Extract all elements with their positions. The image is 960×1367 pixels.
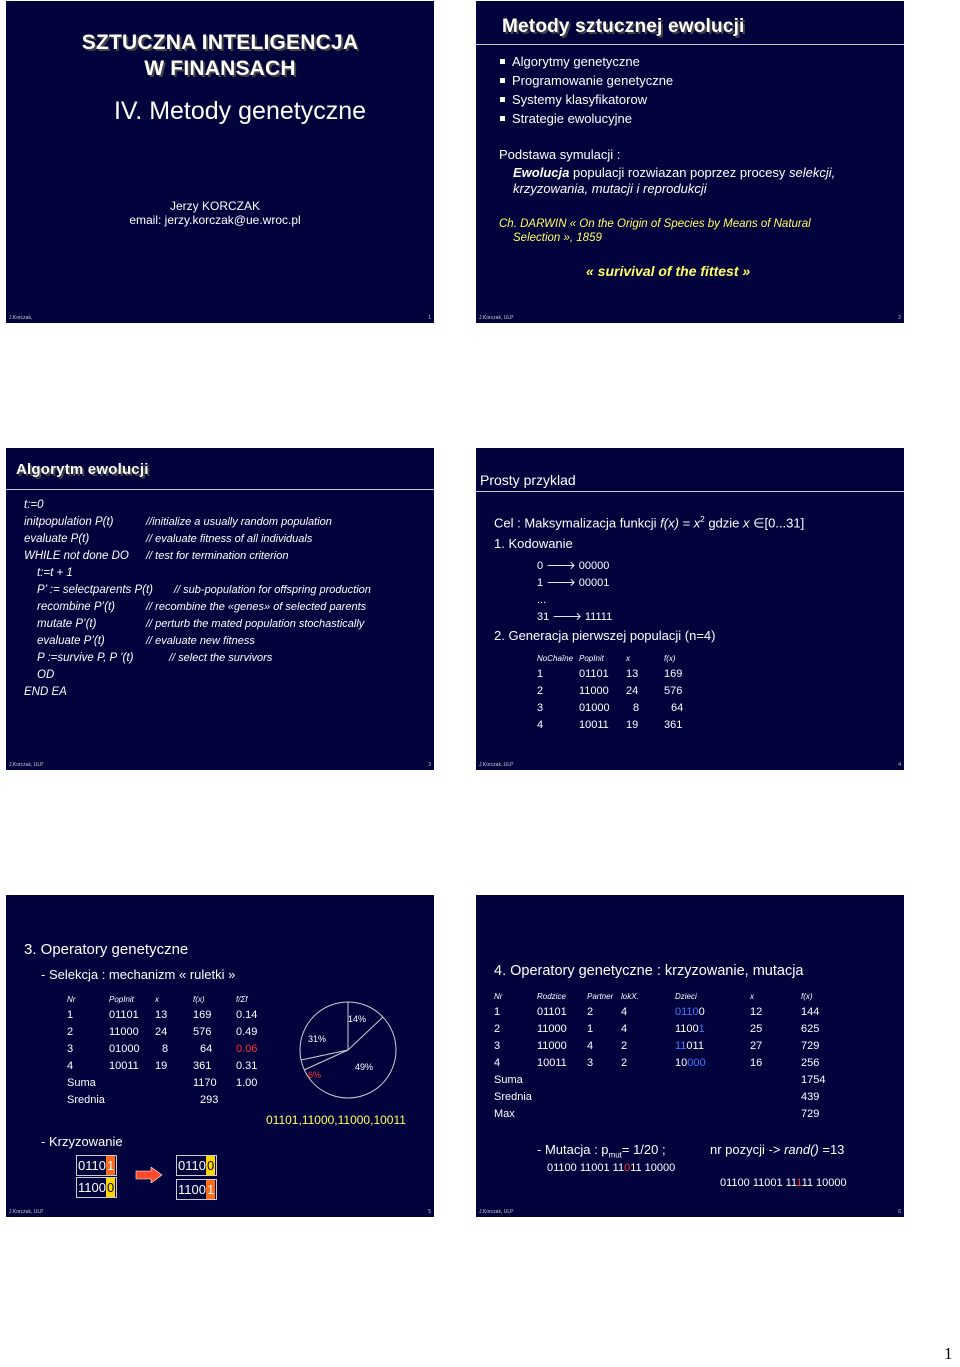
table-cell: 10011	[109, 1059, 139, 1072]
table-cell: 19	[155, 1059, 168, 1072]
mutation-text: - Mutacja : p	[537, 1142, 609, 1157]
position-text: nr pozycji ->	[710, 1142, 785, 1157]
table-cell: 361	[193, 1059, 212, 1072]
code-line	[24, 599, 371, 616]
code-comment: // evaluate new fitness	[146, 635, 255, 647]
pie-divider	[301, 1050, 348, 1060]
evolution-word: Ewolucja	[513, 165, 570, 180]
code-comment: // test for termination criterion	[146, 550, 289, 562]
slide6-mutation-label	[537, 1142, 666, 1160]
table-header-row	[537, 651, 694, 665]
code-comment: // perturb the mated population stochastically	[146, 618, 365, 630]
coding-number: 0	[537, 560, 544, 572]
table-cell: 8	[633, 701, 640, 714]
pie-label: 31%	[308, 1034, 327, 1044]
code-line	[24, 650, 371, 667]
table-cell: 3	[587, 1056, 594, 1069]
table-cell: 0.06	[236, 1042, 258, 1055]
table-cell: 1754	[801, 1073, 826, 1086]
table-cell: 01101	[537, 1005, 567, 1018]
goal-prefix: Cel : Maksymalizacja funkcji	[494, 515, 661, 531]
chromosome-tail: 0	[206, 1158, 215, 1173]
table-cell: 576	[193, 1025, 212, 1038]
table-row	[537, 665, 694, 682]
bullet-item: Algorytmy genetyczne	[498, 52, 673, 71]
child-part-b: 0	[698, 1005, 705, 1018]
table-header-row	[494, 989, 827, 1003]
table-row	[494, 1054, 827, 1071]
coding-row	[537, 575, 612, 592]
pie-label: 49%	[355, 1062, 374, 1072]
table-cell: 25	[750, 1022, 763, 1035]
table-cell	[236, 1091, 266, 1108]
code-text: END EA	[24, 686, 67, 698]
table-row	[494, 1037, 827, 1054]
table-cell: 3	[537, 701, 544, 714]
column-header: Rodzice	[537, 991, 566, 1001]
table-cell	[675, 1020, 750, 1037]
code-line	[24, 497, 371, 514]
table-cell: 4	[621, 1005, 628, 1018]
position-function: rand()	[784, 1142, 819, 1157]
slide4-population-table	[537, 651, 694, 733]
table-header-row	[67, 992, 266, 1006]
slide-4	[476, 448, 904, 770]
table-cell: 24	[155, 1025, 168, 1038]
code-line	[24, 616, 371, 633]
table-row	[537, 682, 694, 699]
table-cell: 64	[671, 701, 684, 714]
child-part-a: 11	[675, 1039, 687, 1052]
table-cell: 439	[801, 1090, 820, 1103]
table-cell: 27	[750, 1039, 763, 1052]
table-cell: 8	[162, 1042, 169, 1055]
slide6-title: 4. Operatory genetyczne : krzyzowanie, mutacja	[494, 963, 804, 979]
table-row	[494, 1020, 827, 1037]
table-mean-row	[494, 1088, 827, 1105]
slide3-pseudocode	[24, 497, 371, 701]
goal-range: ∈[0...31]	[753, 515, 805, 531]
table-cell: 1	[67, 1008, 74, 1021]
slide1-author: Jerzy KORCZAK	[169, 199, 260, 213]
table-cell: 19	[626, 718, 639, 731]
child-part-a: 10	[675, 1056, 688, 1069]
table-cell: 01000	[109, 1042, 140, 1055]
slide2-evolution-line1	[513, 165, 835, 180]
table-row	[494, 1003, 827, 1020]
table-max-row	[494, 1105, 827, 1122]
table-cell: 0.31	[236, 1059, 258, 1072]
roulette-pie-chart	[298, 1000, 398, 1100]
slide6-crossover-table	[494, 989, 827, 1122]
table-cell: 10011	[537, 1056, 567, 1069]
column-header: f(x)	[664, 653, 676, 663]
pie-label: 6%	[308, 1070, 322, 1080]
slide5-subtitle: - Selekcja : mechanizm « ruletki »	[41, 967, 236, 982]
table-cell: 4	[494, 1056, 501, 1069]
table-cell: Suma	[67, 1076, 96, 1089]
slide-3	[6, 448, 434, 770]
chromosome-head: 0110	[78, 1158, 106, 1173]
crossover-arrow-icon	[135, 1167, 163, 1183]
position-value: =13	[818, 1142, 845, 1157]
table-cell: 1	[537, 667, 544, 680]
column-header: f/Σf	[236, 994, 248, 1004]
table-cell	[675, 1003, 750, 1020]
column-header: x	[626, 653, 630, 663]
document-page-number: 1	[944, 1344, 953, 1363]
table-cell: 01101	[109, 1008, 139, 1021]
pie-divider	[304, 1050, 348, 1070]
table-cell: 729	[801, 1107, 820, 1120]
mutation-subscript: mut	[608, 1150, 622, 1160]
table-cell: 4	[621, 1022, 628, 1035]
child-part-b: 011	[686, 1039, 704, 1052]
child-part-b: 1	[698, 1022, 705, 1035]
slide6-after-mutation	[720, 1177, 847, 1189]
table-cell: 2	[621, 1039, 628, 1052]
goal-function: f(x) = x	[660, 515, 701, 531]
code-text: t:=0	[24, 499, 44, 511]
code-line	[24, 684, 371, 701]
table-cell: 256	[801, 1056, 820, 1069]
slide1-email: email: jerzy.korczak@ue.wroc.pl	[129, 213, 301, 227]
table-cell: 625	[801, 1022, 820, 1035]
slide2-page-number: 2	[898, 315, 901, 321]
slide2-fittest-quote: « surivival of the fittest »	[586, 263, 751, 279]
slide2-basis-label: Podstawa symulacji :	[499, 147, 621, 162]
slide6-footer-author: J.Korczak, ULP	[479, 1209, 514, 1215]
slide3-title-divider	[6, 489, 434, 490]
table-cell: 11000	[537, 1022, 567, 1035]
table-cell: 576	[664, 684, 683, 697]
table-row	[67, 1023, 266, 1040]
table-cell: 169	[193, 1008, 212, 1021]
slide4-footer	[479, 760, 901, 768]
slide2-footer	[479, 313, 901, 321]
table-cell: 293	[200, 1093, 219, 1106]
coding-row	[537, 609, 612, 626]
table-cell: 64	[200, 1042, 213, 1055]
slide6-position-label	[710, 1142, 844, 1157]
code-comment: // evaluate fitness of all individuals	[146, 533, 313, 545]
column-header: Dzieci	[675, 991, 697, 1001]
bullet-item: Systemy klasyfikatorow	[498, 90, 673, 109]
chromosome-tail: 1	[106, 1158, 115, 1173]
slide4-title: Prosty przyklad	[480, 472, 576, 488]
coding-number: ...	[537, 594, 547, 606]
slide5-selection-table	[67, 992, 266, 1108]
child-part-a: 0110	[675, 1005, 699, 1018]
slide1-subtitle: IV. Metody genetyczne	[113, 97, 366, 125]
slide1-title-line1: SZTUCZNA INTELIGENCJA	[81, 31, 359, 54]
table-cell: 01101	[579, 667, 609, 680]
table-cell: 13	[626, 667, 639, 680]
slide-1	[6, 1, 434, 323]
after-part-a: 01100 11001 11	[720, 1177, 797, 1189]
table-cell: 11000	[579, 684, 609, 697]
code-line	[24, 582, 371, 599]
code-text: t:=t + 1	[37, 567, 73, 579]
code-text: P :=survive P, P ’(t)	[37, 652, 134, 664]
chromosome-head: 1100	[78, 1180, 106, 1195]
slide4-coding-list	[537, 558, 612, 626]
table-cell: 2	[67, 1025, 74, 1038]
slide-5	[6, 895, 434, 1217]
parent2-chromosome	[76, 1177, 117, 1198]
code-line	[24, 633, 371, 650]
slide3-page-number: 3	[428, 762, 431, 768]
code-text: P’ := selectparents P(t)	[37, 584, 154, 596]
table-cell: 0.49	[236, 1025, 258, 1038]
code-line	[24, 531, 371, 548]
table-cell: 3	[67, 1042, 74, 1055]
arrow-icon: 🡒	[546, 577, 576, 589]
table-row	[537, 699, 694, 716]
slide-2	[476, 1, 904, 323]
evolution-selection: selekcji,	[789, 165, 836, 180]
table-sum-row	[494, 1071, 827, 1088]
arrow-icon: 🡒	[552, 611, 582, 623]
column-header: f(x)	[193, 994, 205, 1004]
coding-number: 31	[537, 611, 550, 623]
code-comment: //initialize a usually random population	[146, 516, 332, 528]
code-text: evaluate P(t)	[24, 533, 90, 545]
code-text: recombine P’(t)	[37, 601, 115, 613]
slide6-before-mutation	[547, 1162, 675, 1174]
chromosome-head: 1100	[178, 1182, 206, 1197]
column-header: x	[750, 991, 754, 1001]
column-header: Nr	[67, 994, 76, 1004]
table-cell: 729	[801, 1039, 820, 1052]
table-cell	[675, 1054, 750, 1071]
slide5-page-number: 5	[428, 1209, 431, 1215]
evolution-middle: populacji rozwiazan poprzez procesy	[569, 165, 790, 180]
after-part-b: 11 10000	[801, 1177, 847, 1189]
column-header: Nr	[494, 991, 503, 1001]
table-cell: 0.14	[236, 1008, 258, 1021]
table-row	[537, 716, 694, 733]
slide5-selected-population: 01101,11000,11000,10011	[266, 1113, 406, 1127]
code-text: WHILE not done DO	[24, 550, 129, 562]
slide2-title-divider	[476, 44, 904, 45]
child2-chromosome	[176, 1179, 217, 1200]
arrow-icon: 🡒	[546, 560, 576, 572]
slide4-goal	[494, 515, 804, 531]
code-comment: // recombine the «genes» of selected parents	[146, 601, 367, 613]
slide4-page-number: 4	[898, 762, 901, 768]
code-text: mutate P’(t)	[37, 618, 97, 630]
table-cell	[675, 1037, 750, 1054]
bullet-item: Strategie ewolucyjne	[498, 109, 673, 128]
code-line	[24, 565, 371, 582]
slide4-footer-author: J.Korczak, ULP	[479, 762, 514, 768]
table-cell: Srednia	[494, 1090, 532, 1103]
column-header: PopInit	[579, 653, 604, 663]
before-part-b: 11 10000	[630, 1162, 676, 1174]
goal-variable: x	[743, 515, 750, 531]
before-part-a: 01100 11001 11	[547, 1162, 625, 1174]
table-cell: 16	[750, 1056, 763, 1069]
slide4-generation-title: 2. Generacja pierwszej populacji (n=4)	[494, 628, 716, 643]
code-comment: // select the survivors	[169, 652, 273, 664]
table-cell: Srednia	[67, 1093, 105, 1106]
coding-number: 1	[537, 577, 544, 589]
coding-code: 00000	[578, 560, 610, 572]
table-cell: Suma	[494, 1073, 523, 1086]
table-cell: 12	[750, 1005, 763, 1018]
slide5-footer-author: J.Korczak, ULP	[9, 1209, 44, 1215]
slide2-darwin-line2: Selection », 1859	[513, 232, 602, 244]
slide3-footer-author: J.Korczak, ULP	[9, 762, 44, 768]
table-cell: 2	[621, 1056, 628, 1069]
slide1-page-number: 1	[428, 315, 431, 321]
table-cell: 24	[626, 684, 639, 697]
chromosome-head: 0110	[178, 1158, 206, 1173]
mutation-value: = 1/20 ;	[621, 1142, 666, 1157]
table-row	[67, 1006, 266, 1023]
slide5-footer	[9, 1207, 431, 1215]
table-cell: 1	[494, 1005, 501, 1018]
coding-code: 00001	[578, 577, 610, 589]
column-header: NoChaîne	[537, 653, 574, 663]
table-cell: 1170	[193, 1076, 217, 1089]
slide2-bullet-list	[498, 52, 673, 128]
code-line	[24, 667, 371, 684]
slide1-footer	[9, 313, 431, 321]
pie-label: 14%	[348, 1014, 367, 1024]
table-cell: 361	[664, 718, 683, 731]
table-cell: 3	[494, 1039, 501, 1052]
slide5-title: 3. Operatory genetyczne	[24, 941, 189, 958]
slide2-title: Metody sztucznej ewolucji	[502, 16, 745, 37]
table-cell: 01000	[579, 701, 610, 714]
table-cell: 4	[537, 718, 544, 731]
table-cell: 11000	[109, 1025, 139, 1038]
coding-row	[537, 592, 612, 609]
table-cell: 169	[664, 667, 683, 680]
child-part-a: 1100	[675, 1022, 699, 1035]
slide6-footer	[479, 1207, 901, 1215]
table-cell: 2	[537, 684, 544, 697]
table-cell: 2	[494, 1022, 501, 1035]
child-part-b: 000	[687, 1056, 706, 1069]
table-cell: Max	[494, 1107, 515, 1120]
slide2-footer-author: J.Korczak, ULP	[479, 315, 514, 321]
slide2-darwin-line1: Ch. DARWIN « On the Origin of Species by Means of Natural	[499, 218, 811, 230]
code-line	[24, 514, 371, 531]
table-sum-row	[67, 1074, 266, 1091]
coding-code: 11111	[584, 611, 613, 623]
coding-row	[537, 558, 612, 575]
slide5-crossover-title: - Krzyzowanie	[41, 1134, 123, 1149]
column-header: PopInit	[109, 994, 134, 1004]
after-mutated-bit: 1	[796, 1177, 802, 1189]
slide1-title-line2: W FINANSACH	[144, 57, 296, 80]
table-cell: 4	[67, 1059, 74, 1072]
code-line	[24, 548, 371, 565]
goal-where: gdzie	[704, 515, 744, 531]
table-cell: 11000	[537, 1039, 567, 1052]
table-cell: 144	[801, 1005, 820, 1018]
chromosome-tail: 1	[206, 1182, 215, 1197]
slide3-title: Algorytm ewolucji	[16, 461, 149, 478]
before-mutated-bit: 0	[624, 1162, 631, 1174]
table-cell: 1.00	[236, 1076, 258, 1089]
code-text: OD	[37, 669, 55, 681]
table-cell: 1	[587, 1022, 594, 1035]
parent1-chromosome	[76, 1155, 117, 1176]
slide4-title-divider	[476, 491, 904, 492]
goal-exponent: 2	[700, 515, 705, 524]
table-cell: 10011	[579, 718, 609, 731]
slide2-evolution-line2: krzyzowania, mutacji i reprodukcji	[513, 181, 707, 196]
code-comment: // sub-population for offspring production	[174, 584, 371, 596]
chromosome-tail: 0	[106, 1180, 115, 1195]
table-cell: 4	[587, 1039, 594, 1052]
slide-6	[476, 895, 904, 1217]
table-mean-row	[67, 1091, 266, 1108]
column-header: Partner	[587, 991, 614, 1001]
column-header: lokX.	[621, 991, 639, 1001]
slide1-footer-author: J.Korczak,	[9, 315, 33, 321]
column-header: x	[155, 994, 159, 1004]
table-row	[67, 1057, 266, 1074]
table-cell: 13	[155, 1008, 168, 1021]
slide3-footer	[9, 760, 431, 768]
code-text: initpopulation P(t)	[24, 516, 114, 528]
bullet-item: Programowanie genetyczne	[498, 71, 673, 90]
table-row	[67, 1040, 266, 1057]
table-cell: 2	[587, 1005, 594, 1018]
code-text: evaluate P’(t)	[37, 635, 105, 647]
slide4-coding-title: 1. Kodowanie	[494, 536, 573, 551]
column-header: f(x)	[801, 991, 813, 1001]
slide6-page-number: 6	[898, 1209, 901, 1215]
child1-chromosome	[176, 1155, 217, 1176]
